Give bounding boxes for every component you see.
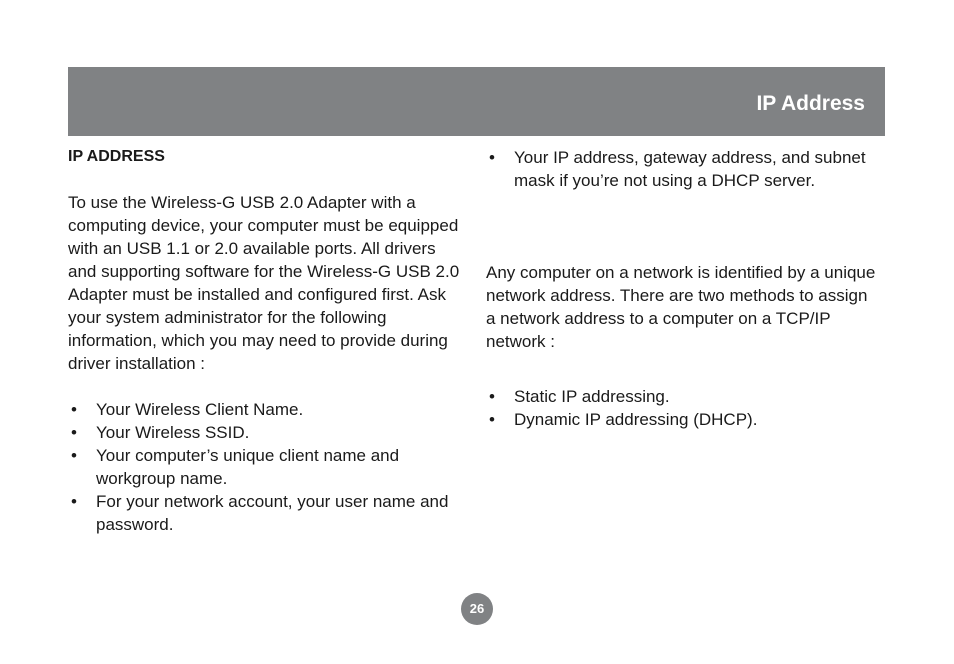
list-item xyxy=(486,146,878,192)
header-bar xyxy=(68,67,885,136)
list-item-text: Your computer’s unique client name and workgroup name. xyxy=(96,446,400,488)
spacer xyxy=(68,375,460,398)
bullet-icon: • xyxy=(71,492,77,511)
spacer xyxy=(486,192,878,261)
list-item-text: Your Wireless Client Name. xyxy=(96,400,304,419)
list-item xyxy=(486,385,878,408)
list-item xyxy=(68,398,460,421)
requirements-list xyxy=(68,398,460,536)
list-item xyxy=(68,421,460,444)
list-item xyxy=(68,490,460,536)
ip-info-list xyxy=(486,146,878,192)
section-heading: IP ADDRESS xyxy=(68,148,165,165)
bullet-icon: • xyxy=(71,400,77,419)
page-number-badge: 26 xyxy=(461,593,493,625)
list-item xyxy=(68,444,460,490)
bullet-icon: • xyxy=(489,387,495,406)
left-column xyxy=(68,145,460,536)
list-item-text: Static IP addressing. xyxy=(514,387,670,406)
page-title: IP Address xyxy=(756,92,865,115)
network-address-paragraph: Any computer on a network is identified by a unique network address. There are two methods to assign a network address to a computer on a TCP/IP network : xyxy=(486,263,876,351)
spacer xyxy=(68,168,460,191)
list-item-text: Your Wireless SSID. xyxy=(96,423,250,442)
bullet-icon: • xyxy=(489,148,495,167)
addressing-methods-list xyxy=(486,385,878,431)
list-item xyxy=(486,408,878,431)
intro-paragraph: To use the Wireless-G USB 2.0 Adapter with a computing device, your computer must be equipped with an USB 1.1 or 2.0 available ports. All drivers and supporting software for the Wireless-G USB 2.0 Adapter must be installed and configured first. Ask your system administrator for the following information, which you may need to provide during driver installation : xyxy=(68,193,460,373)
list-item-text: Your IP address, gateway address, and subnet mask if you’re not using a DHCP server. xyxy=(514,148,866,190)
bullet-icon: • xyxy=(71,423,77,442)
list-item-text: For your network account, your user name and password. xyxy=(96,492,449,534)
list-item-text: Dynamic IP addressing (DHCP). xyxy=(514,410,758,429)
bullet-icon: • xyxy=(489,410,495,429)
right-column xyxy=(486,146,878,431)
bullet-icon: • xyxy=(71,446,77,465)
spacer xyxy=(486,353,878,385)
